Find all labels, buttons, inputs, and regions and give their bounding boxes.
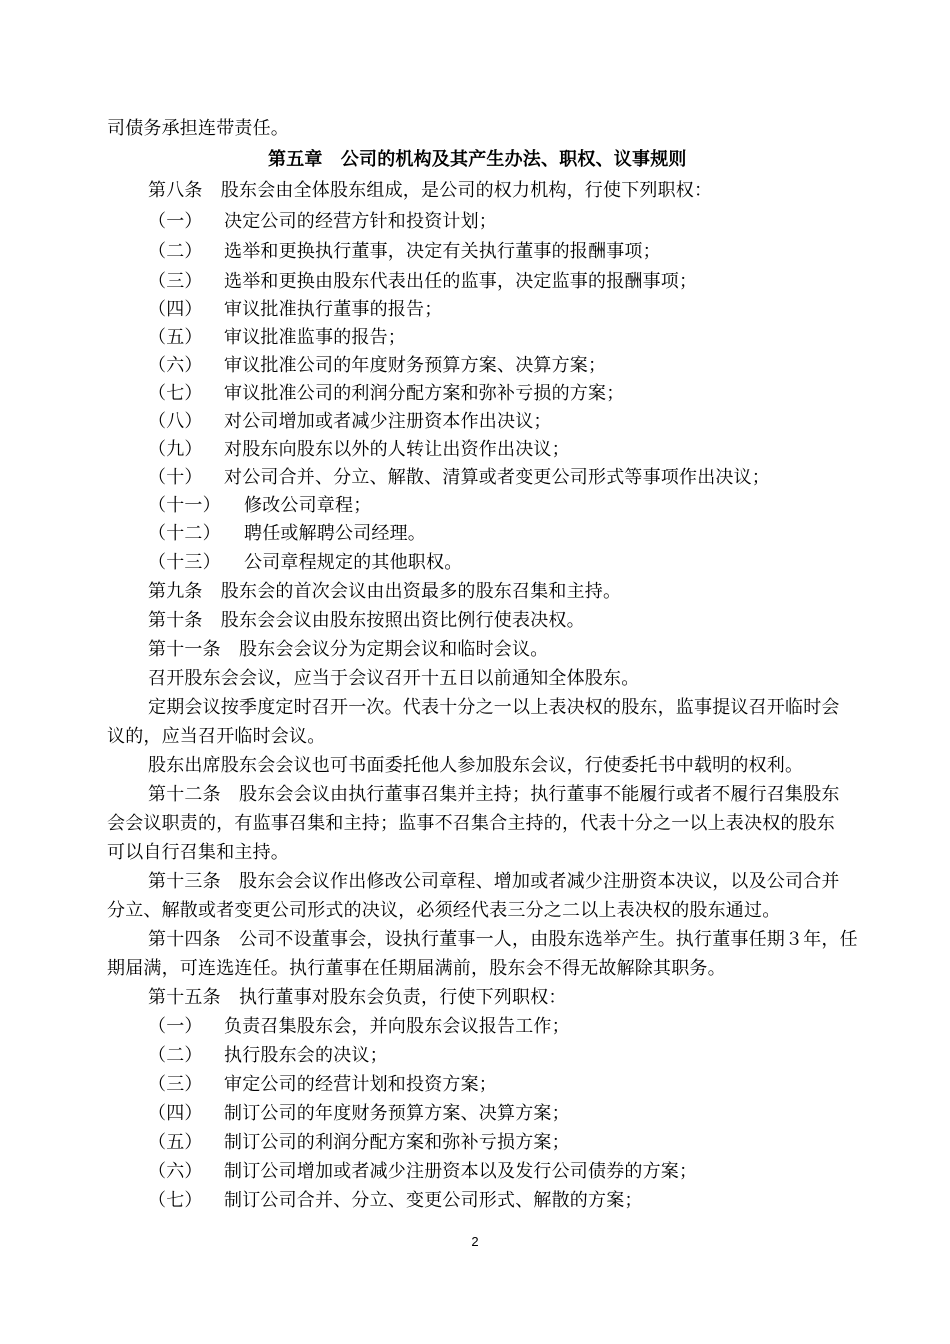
paragraph-line: 期届满，可连选连任。执行董事在任期届满前，股东会不得无故解除其职务。 xyxy=(107,958,726,979)
article-11: 第十一条 股东会会议分为定期会议和临时会议。 xyxy=(148,639,549,660)
paragraph-line: 会会议职责的，有监事召集和主持；监事不召集合主持的，代表十分之一以上表决权的股东 xyxy=(107,813,835,834)
paragraph-line: 分立、解散或者变更公司形式的决议，必须经代表三分之二以上表决权的股东通过。 xyxy=(107,900,781,921)
list-item xyxy=(148,1102,570,1126)
list-text: 审议批准公司的利润分配方案和弥补亏损的方案； xyxy=(224,383,625,404)
list-number: （十二） xyxy=(148,523,221,544)
list-text: 对公司合并、分立、解散、清算或者变更公司形式等事项作出决议； xyxy=(224,467,770,488)
article-12: 第十二条 股东会会议由执行董事召集并主持；执行董事不能履行或者不履行召集股东 xyxy=(148,784,840,805)
list-item xyxy=(148,522,426,546)
list-number: （二） xyxy=(148,1045,203,1066)
article-13: 第十三条 股东会会议作出修改公司章程、增加或者减少注册资本决议，以及公司合并 xyxy=(148,871,840,892)
list-text: 制订公司的年度财务预算方案、决算方案； xyxy=(224,1103,570,1124)
list-text: 制订公司增加或者减少注册资本以及发行公司债券的方案； xyxy=(224,1161,698,1182)
list-number: （六） xyxy=(148,1161,203,1182)
list-item xyxy=(148,354,606,378)
list-text: 审议批准执行董事的报告； xyxy=(224,299,443,320)
article-8: 第八条 股东会由全体股东组成，是公司的权力机构，行使下列职权： xyxy=(148,180,713,201)
list-item xyxy=(148,382,624,406)
list-number: （三） xyxy=(148,1074,203,1095)
list-item xyxy=(148,1131,570,1155)
paragraph-line: 司债务承担连带责任。 xyxy=(107,118,289,139)
list-item xyxy=(148,210,497,234)
article-15: 第十五条 执行董事对股东会负责，行使下列职权： xyxy=(148,987,567,1008)
list-text: 决定公司的经营方针和投资计划； xyxy=(224,211,497,232)
article-10: 第十条 股东会会议由股东按照出资比例行使表决权。 xyxy=(148,610,585,631)
list-number: （七） xyxy=(148,383,203,404)
list-text: 审议批准公司的年度财务预算方案、决算方案； xyxy=(224,355,607,376)
paragraph-line: 定期会议按季度定时召开一次。代表十分之一以上表决权的股东，监事提议召开临时会 xyxy=(148,697,840,718)
list-number: （一） xyxy=(148,211,203,232)
list-number: （五） xyxy=(148,327,203,348)
list-number: （十三） xyxy=(148,552,221,573)
list-number: （七） xyxy=(148,1190,203,1211)
article-14: 第十四条 公司不设董事会，设执行董事一人，由股东选举产生。执行董事任期３年，任 xyxy=(148,929,858,950)
list-item xyxy=(148,1160,697,1184)
list-text: 对公司增加或者减少注册资本作出决议； xyxy=(224,411,552,432)
list-number: （三） xyxy=(148,271,203,292)
list-item xyxy=(148,1189,643,1213)
list-text: 对股东向股东以外的人转让出资作出决议； xyxy=(224,439,570,460)
list-item xyxy=(148,438,570,462)
list-text: 执行股东会的决议； xyxy=(224,1045,388,1066)
list-item xyxy=(148,494,371,518)
list-item xyxy=(148,410,552,434)
list-text: 公司章程规定的其他职权。 xyxy=(244,552,463,573)
list-number: （九） xyxy=(148,439,203,460)
list-number: （十） xyxy=(148,467,203,488)
list-item xyxy=(148,326,406,350)
paragraph-line: 股东出席股东会会议也可书面委托他人参加股东会议，行使委托书中载明的权利。 xyxy=(148,755,804,776)
list-text: 修改公司章程； xyxy=(244,495,372,516)
list-number: （四） xyxy=(148,299,203,320)
paragraph-line: 议的，应当召开临时会议。 xyxy=(107,726,326,747)
chapter-heading: 第五章 公司的机构及其产生办法、职权、议事规则 xyxy=(268,149,687,170)
list-number: （五） xyxy=(148,1132,203,1153)
list-item xyxy=(148,1073,497,1097)
list-number: （一） xyxy=(148,1016,203,1037)
list-text: 制订公司的利润分配方案和弥补亏损方案； xyxy=(224,1132,570,1153)
paragraph-line: 召开股东会会议，应当于会议召开十五日以前通知全体股东。 xyxy=(148,668,640,689)
list-text: 负责召集股东会，并向股东会议报告工作； xyxy=(224,1016,570,1037)
list-number: （二） xyxy=(148,241,203,262)
list-item xyxy=(148,466,770,490)
list-number: （十一） xyxy=(148,495,221,516)
list-item xyxy=(148,551,462,575)
list-item xyxy=(148,298,442,322)
list-number: （四） xyxy=(148,1103,203,1124)
list-text: 选举和更换由股东代表出任的监事，决定监事的报酬事项； xyxy=(224,271,698,292)
list-item xyxy=(148,270,697,294)
list-text: 审定公司的经营计划和投资方案； xyxy=(224,1074,497,1095)
list-text: 制订公司合并、分立、变更公司形式、解散的方案； xyxy=(224,1190,643,1211)
list-item xyxy=(148,1044,388,1068)
list-text: 聘任或解聘公司经理。 xyxy=(244,523,426,544)
page-number: 2 xyxy=(471,1234,479,1249)
list-text: 审议批准监事的报告； xyxy=(224,327,406,348)
list-text: 选举和更换执行董事，决定有关执行董事的报酬事项； xyxy=(224,241,661,262)
paragraph-line: 可以自行召集和主持。 xyxy=(107,842,289,863)
list-item xyxy=(148,1015,570,1039)
list-number: （八） xyxy=(148,411,203,432)
list-item xyxy=(148,240,661,264)
list-number: （六） xyxy=(148,355,203,376)
article-9: 第九条 股东会的首次会议由出资最多的股东召集和主持。 xyxy=(148,581,622,602)
